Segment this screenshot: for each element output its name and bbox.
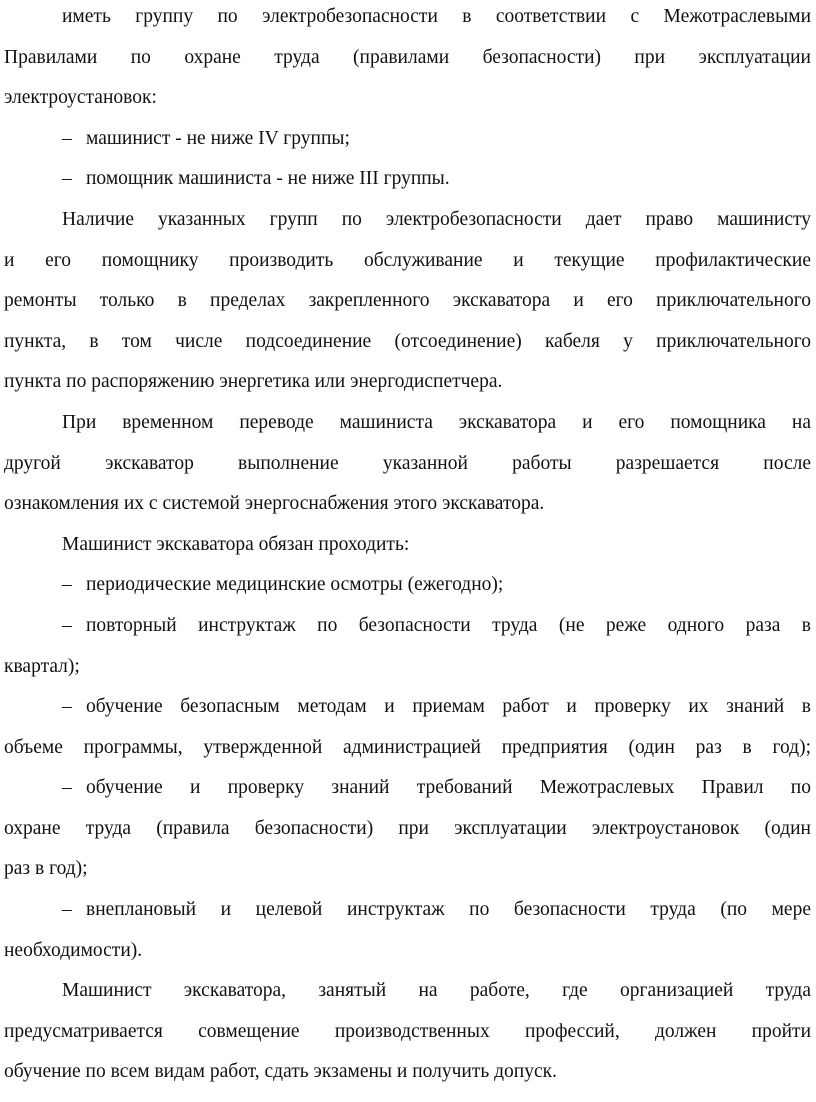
list-item-text: обучение безопасным методам и приемам работ и проверку их знаний в [86,696,811,718]
text-line: ремонты только в пределах закрепленного экскаватора и его приключательного [4,290,811,312]
list-item [4,687,811,728]
text-line: ознакомления их с системой энергоснабжения этого экскаватора. [4,493,545,515]
dash-bullet: – [62,574,72,596]
text-line: Наличие указанных групп по электробезопасности дает право машинисту [62,208,811,230]
text-line: объеме программы, утвержденной администрацией предприятия (один раз в год); [4,736,811,758]
dash-bullet: – [62,614,72,636]
list-item-text: периодические медицинские осмотры (ежегодно); [86,574,504,596]
list-item [4,768,811,809]
text-line: предусматривается совмещение производственных профессий, должен пройти [4,1020,811,1042]
text-line: охране труда (правила безопасности) при эксплуатации электроустановок (один [4,817,811,839]
text-line: При временном переводе машиниста экскаватора и его помощника на [62,411,811,433]
text-line: иметь группу по электробезопасности в соответствии с Межотраслевыми [62,6,811,27]
list-item-text: обучение и проверку знаний требований Межотраслевых Правил по [86,777,811,799]
dash-bullet: – [62,777,72,799]
list-item-text: машинист - не ниже IV группы; [86,127,350,149]
list-item [4,119,811,160]
text-line: раз в год); [4,858,88,880]
text-line: пункта, в том числе подсоединение (отсоединение) кабеля у приключательного [4,330,811,352]
text-line: электроустановок: [4,87,157,109]
list-item-text: помощник машиниста - не ниже III группы. [86,168,450,190]
list-item-text: повторный инструктаж по безопасности труда (не реже одного раза в [86,614,811,636]
list-item-text: внеплановый и целевой инструктаж по безопасности труда (по мере [86,899,811,921]
text-line: Правилами по охране труда (правилами безопасности) при эксплуатации [4,46,811,68]
list-item [4,565,811,606]
dash-bullet: – [62,696,72,718]
list-item [4,159,811,200]
text-line: и его помощнику производить обслуживание и текущие профилактические [4,249,811,271]
text-line: Машинист экскаватора обязан проходить: [62,533,410,555]
text-line: другой экскаватор выполнение указанной работы разрешается после [4,452,811,474]
text-line: пункта по распоряжению энергетика или энергодиспетчера. [4,371,503,393]
text-line: необходимости). [4,939,143,961]
text-line: обучение по всем видам работ, сдать экзамены и получить допуск. [4,1061,557,1083]
text-line: Машинист экскаватора, занятый на работе, где организацией труда [62,980,811,1002]
dash-bullet: – [62,899,72,921]
dash-bullet: – [62,168,72,190]
text-line: квартал); [4,655,80,677]
list-item [4,606,811,647]
list-item [4,890,811,931]
dash-bullet: – [62,127,72,149]
